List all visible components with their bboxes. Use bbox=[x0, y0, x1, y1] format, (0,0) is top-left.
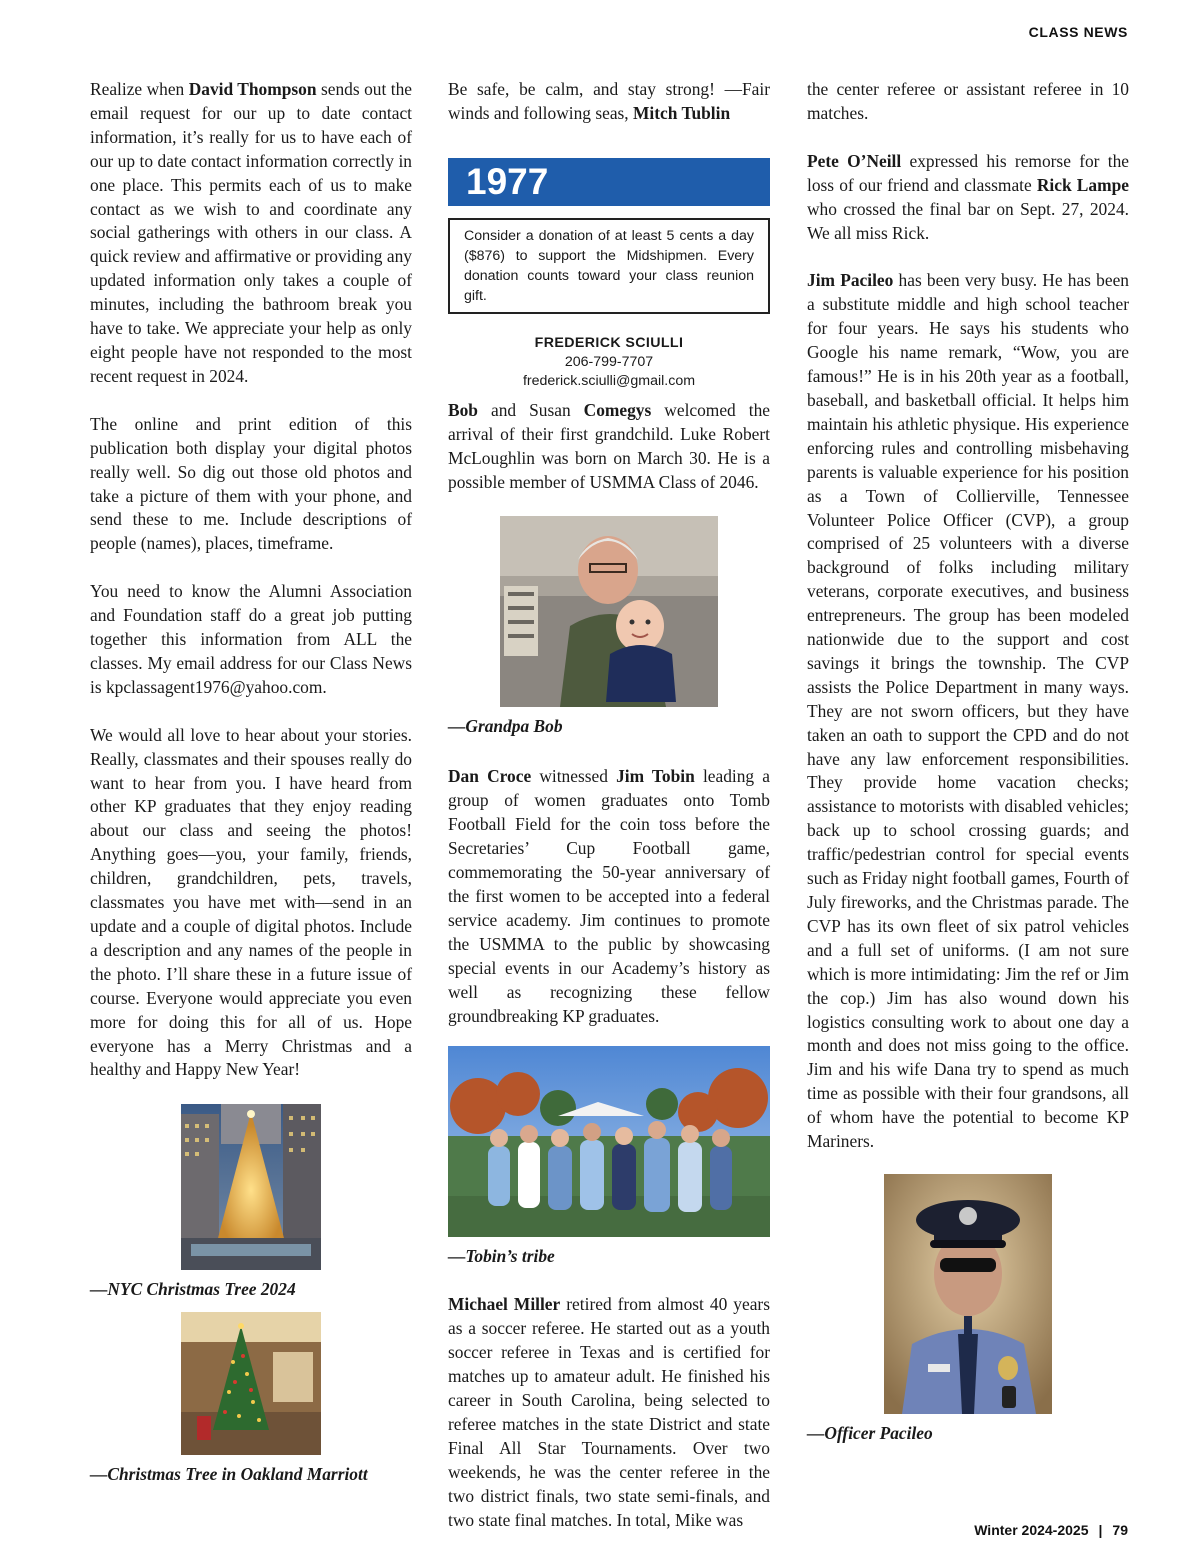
caption-marriott-tree: —Christmas Tree in Oakland Marriott bbox=[90, 1464, 368, 1485]
photo-officer-pacileo bbox=[884, 1174, 1052, 1414]
caption-nyc-tree: —NYC Christmas Tree 2024 bbox=[90, 1279, 296, 1300]
column-2 bbox=[448, 78, 770, 1556]
footer-separator: | bbox=[1098, 1522, 1103, 1538]
photo-tobins-tribe bbox=[448, 1046, 770, 1237]
class-contact bbox=[448, 334, 770, 391]
section-header: CLASS NEWS bbox=[1028, 24, 1128, 40]
photo-marriott-christmas-tree bbox=[181, 1312, 321, 1455]
column-3 bbox=[807, 78, 1129, 1462]
caption-grandpa-bob: —Grandpa Bob bbox=[448, 716, 563, 737]
paragraph-tobin: Dan Croce witnessed Jim Tobin leading a group of women graduates onto Tomb Football Field for the coin toss before the Secretaries’ Cup Football game, commemorating the 50-year anniversary of the first women to be accepted into a federal service academy. Jim continues to promote the USMMA to the public by showcasing special events in our Academy’s history as well as recognizing these fellow groundbreaking KP graduates. bbox=[448, 766, 770, 1026]
issue-label: Winter 2024-2025 bbox=[974, 1522, 1089, 1538]
caption-officer-pacileo: —Officer Pacileo bbox=[807, 1422, 933, 1443]
contact-email: frederick.sciulli@gmail.com bbox=[522, 372, 696, 389]
contact-phone: 206-799-7707 bbox=[564, 353, 654, 370]
photo-grandpa-bob bbox=[500, 516, 718, 707]
class-year-banner: 1977 bbox=[448, 158, 770, 206]
paragraph-pacileo: Jim Pacileo has been very busy. He has been a substitute middle and high school teacher for four years. He says his students who Google his name remark, “Wow, you are famous!” He is in his 20th year as a football, baseball, and basketball official. It helps him maintain his athletic physique. His experience enforcing rules and controlling misbehaving parents is valuable experience for his position as a Town of Collierville, Tennessee Volunteer Police Officer (CVP), a group comprised of 25 volunteers with a diverse background of folks including military veterans, corporate executives, and business entrepreneurs. The group has been modeled nationwide due to the support and cost savings it brings the township. The CVP assists the Police Department in many ways. They are not sworn officers, but they have taken an oath to support the CPD and do not have any law enforcement responsibilities. They provide home vacation checks; assistance to motorists with disabled vehicles; back up to school crossing guards; and traffic/pedestrian control for special events such as Friday night football games, Fourth of July fireworks, and the Christmas parade. The CVP has its own fleet of six patrol vehicles and a full set of uniforms. (I am not sure which is more intimidating: Jim the ref or Jim the cop.) Jim has also wound down his logistics consulting work to about one day a month and does not miss going to the office. Jim and his wife Dana try to spend as much time as possible with their four grandsons, all of whom have the potential to become KP Mariners. bbox=[807, 270, 1129, 1152]
paragraph-miller-continued: the center referee or assistant referee in 10 matches. bbox=[807, 79, 1129, 123]
page-footer bbox=[974, 1522, 1128, 1538]
paragraph-alumni-staff: You need to know the Alumni Association and Foundation staff do a great job putting together this information from ALL the classes. My email address for our Class News is kpclassagent1976@yahoo.com. bbox=[90, 581, 412, 697]
paragraph-sign-off: Be safe, be calm, and stay strong! —Fair winds and following seas, Mitch Tublin bbox=[448, 79, 770, 123]
paragraph-stories: We would all love to hear about your stories. Really, classmates and their spouses really do want to hear from you. I have heard from other KP graduates that they enjoy reading about our class and seeing the photos! Anything goes—you, your family, friends, children, grandchildren, pets, travels, classmates you have met with—send in an update and a couple of digital photos. Include a description and any names of the people in the photo. I’ll share these in a future issue of course. Everyone would appreciate you even more for doing this for all of us. Hope everyone has a Merry Christmas and a healthy and Happy New Year! bbox=[90, 724, 412, 1080]
column-1 bbox=[90, 78, 412, 1503]
photo-nyc-christmas-tree bbox=[181, 1104, 321, 1270]
paragraph-contact-info: Realize when David Thompson sends out the email request for our up to date contact information, it’s really for us to have each of our up to date contact information correctly in one place. This permits each of us to make contact as we wish to and coordinate any social gatherings with others in our class. A quick review and affirmative or providing any updated information only takes a couple of minutes, including the bathroom break you have to take. We appreciate your help as only eight people have not responded to the most recent request in 2024. bbox=[90, 79, 412, 386]
contact-name: FREDERICK SCIULLI bbox=[534, 334, 684, 351]
paragraph-rick-lampe: Pete O’Neill expressed his remorse for the loss of our friend and classmate Rick Lampe who crossed the final bar on Sept. 27, 2024. We all miss Rick. bbox=[807, 150, 1129, 243]
paragraph-miller: Michael Miller retired from almost 40 years as a soccer referee. He started out as a youth soccer referee in Texas and is certified for matches up to amateur adult. He finished his career in South Carolina, being selected to referee matches in the state District and state Final All Star Tournaments. Over two weekends, he was the center referee in the two district finals, two state semi-finals, and two state final matches. In total, Mike was bbox=[448, 1294, 770, 1530]
caption-tobins-tribe: —Tobin’s tribe bbox=[448, 1246, 555, 1267]
page-number: 79 bbox=[1112, 1522, 1128, 1538]
donation-box: Consider a donation of at least 5 cents a day ($876) to support the Midshipmen. Every donation counts toward your class reunion gift. bbox=[448, 218, 770, 314]
paragraph-photos: The online and print edition of this publication both display your digital photos really well. So dig out those old photos and take a picture of them with your phone, and send these to me. Include descriptions of people (names), places, timeframe. bbox=[90, 413, 412, 554]
paragraph-grandchild: Bob and Susan Comegys welcomed the arrival of their first grandchild. Luke Robert McLoughlin was born on March 30. He is a possible member of USMMA Class of 2046. bbox=[448, 399, 771, 492]
